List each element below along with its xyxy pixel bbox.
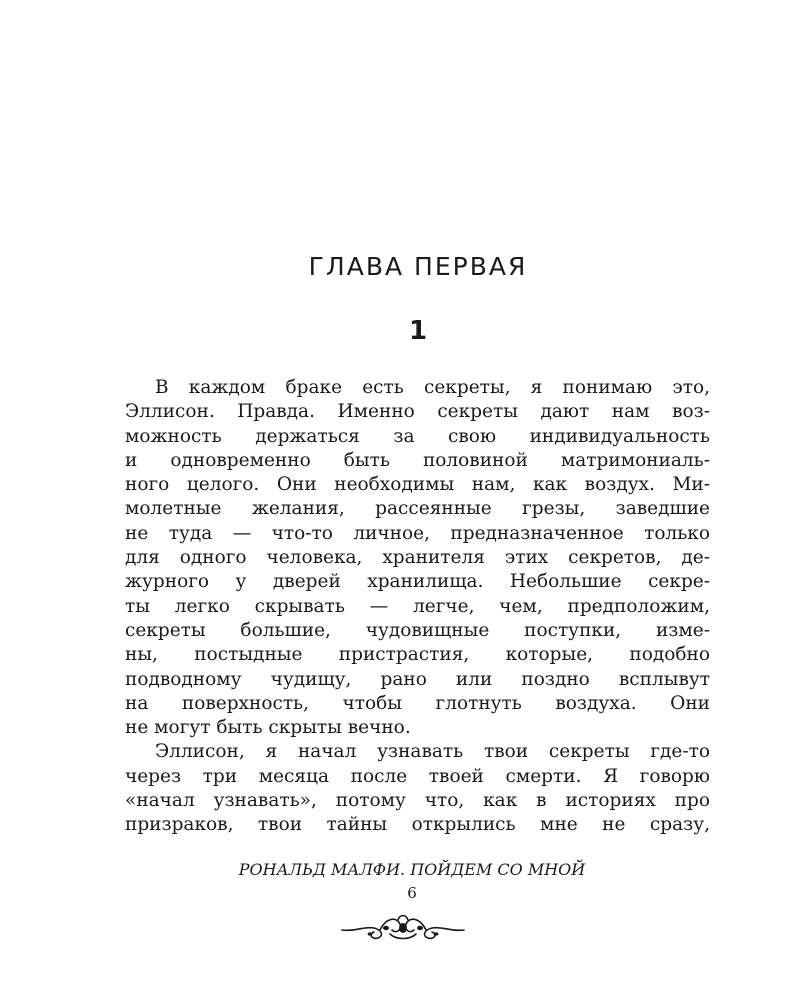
body-text — [125, 376, 710, 838]
text-line: на поверхность, чтобы глотнуть воздуха. Они — [125, 692, 710, 714]
text-line: молетные желания, рассеянные грезы, заведшие — [125, 498, 710, 520]
text-line: ты легко скрывать — легче, чем, предположим, — [125, 595, 710, 617]
text-line: Эллисон, я начал узнавать твои секреты где-то — [155, 741, 710, 763]
text-line: Эллисон. Правда. Именно секреты дают нам воз- — [125, 401, 710, 423]
text-line: через три месяца после твоей смерти. Я говорю — [125, 765, 710, 787]
text-line: и одновременно быть половиной матримониаль- — [125, 449, 710, 471]
page-number: 6 — [407, 884, 417, 902]
text-line: В каждом браке есть секреты, я понимаю это, — [155, 377, 710, 398]
text-line: «начал узнавать», потому что, как в историях про — [125, 790, 710, 812]
text-line: призраков, твои тайны открылись мне не сразу, — [125, 814, 710, 836]
text-line: не могут быть скрыты вечно. — [125, 717, 411, 739]
text-line: подводному чудищу, рано или поздно всплывут — [125, 668, 710, 690]
ornament-icon — [340, 906, 466, 946]
text-line: секреты большие, чудовищные поступки, изме- — [125, 619, 710, 641]
chapter-title: ГЛАВА ПЕРВАЯ — [308, 252, 528, 281]
text-line: для одного человека, хранителя этих секретов, де- — [125, 547, 710, 569]
text-line: не туда — что-то личное, предназначенное только — [125, 522, 710, 544]
text-line: можность держаться за свою индивидуальность — [125, 425, 710, 447]
text-line: журного у дверей хранилища. Небольшие секре- — [125, 571, 710, 593]
text-line: ны, постыдные пристрастия, которые, подобно — [125, 644, 710, 666]
running-title: РОНАЛЬД МАЛФИ. ПОЙДЕМ СО МНОЙ — [238, 860, 586, 879]
section-number: 1 — [408, 316, 428, 346]
text-line: ного целого. Они необходимы нам, как воздух. Ми- — [125, 474, 710, 496]
